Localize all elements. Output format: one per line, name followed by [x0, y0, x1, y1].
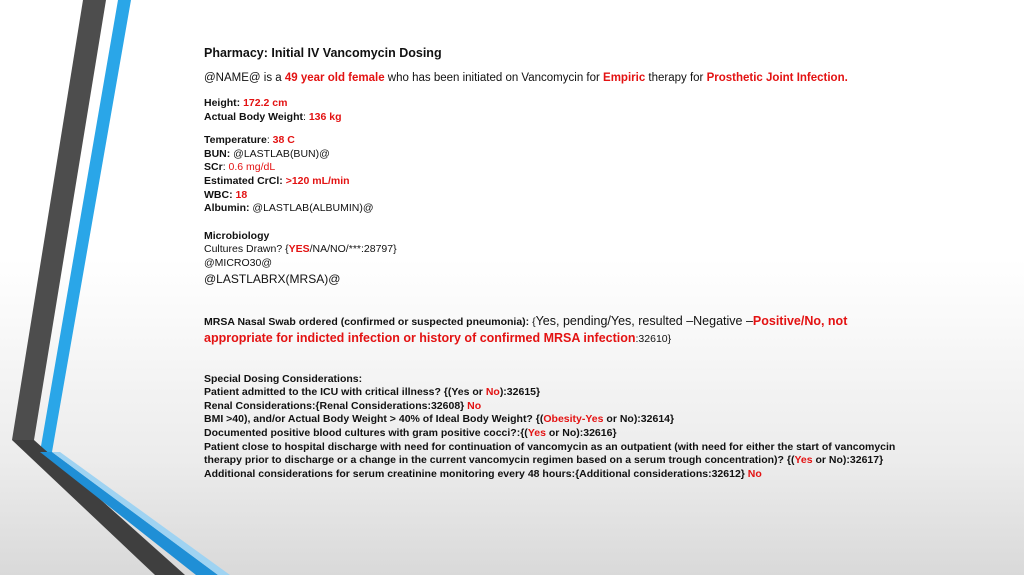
wbc-value: 18 [235, 188, 248, 201]
temperature-value: 38 C [272, 134, 295, 147]
scr-row: SCr: 0.6 mg/dL [204, 161, 276, 174]
mrsa-swab-row-2: appropriate for indicted infection or history of confirmed MRSA infection:32610} [204, 330, 672, 345]
mrsa-options: Yes, pending/Yes, resulted –Negative – [535, 313, 753, 328]
lastlabrx-row: @LASTLABRX(MRSA)@ [204, 271, 341, 286]
intro-sentence: @NAME@ is a 49 year old female who has been initiated on Vancomycin for Empiric therapy for Prosthetic Joint Infection. [204, 72, 848, 84]
dark-stripe-lower [12, 440, 185, 575]
blue-stripe-lower [40, 452, 218, 575]
wbc-row: WBC: 18 [204, 188, 248, 201]
microbiology-heading: Microbiology [204, 229, 270, 242]
height-value: 172.2 cm [243, 97, 288, 109]
cultures-selected: YES [288, 243, 310, 256]
discharge-selected: Yes [794, 454, 813, 467]
indication: Prosthetic Joint Infection. [706, 72, 848, 84]
special-heading: Special Dosing Considerations: [204, 372, 363, 385]
discharge-row-1: Patient close to hospital discharge with need for continuation of vancomycin as an outpatient (with need for either the start of vancomycin [204, 440, 896, 453]
weight-value: 136 kg [308, 110, 342, 123]
albumin-row: Albumin: @LASTLAB(ALBUMIN)@ [204, 202, 374, 215]
therapy-type: Empiric [603, 72, 646, 84]
albumin-value: @LASTLAB(ALBUMIN)@ [252, 202, 374, 215]
cultures-drawn-row: Cultures Drawn? {YES/NA/NO/***:28797} [204, 243, 397, 256]
icu-row: Patient admitted to the ICU with critical illness? {(Yes or No):32615} [204, 386, 541, 399]
mrsa-selected-2: appropriate for indicted infection or history of confirmed MRSA infection [204, 330, 636, 345]
bun-value: @LASTLAB(BUN)@ [233, 147, 330, 160]
page-title: Pharmacy: Initial IV Vancomycin Dosing [204, 46, 442, 60]
blood-cultures-selected: Yes [527, 426, 546, 439]
scr-value: 0.6 mg/dL [228, 161, 276, 174]
weight-row: Actual Body Weight: 136 kg [204, 110, 342, 123]
additional-row: Additional considerations for serum creatinine monitoring every 48 hours:{Additional considerations:32612} No [204, 467, 762, 480]
bmi-row: BMI >40), and/or Actual Body Weight > 40% of Ideal Body Weight? {(Obesity-Yes or No):32614} [204, 413, 675, 426]
note-content [204, 44, 924, 481]
bmi-selected: Obesity-Yes [543, 413, 604, 426]
icu-selected: No [485, 386, 500, 399]
discharge-row-2: therapy prior to discharge or a change in the current vancomycin regimen based on a serum trough concentration)? {(Yes or No):32617} [204, 454, 884, 467]
crcl-value: >120 mL/min [285, 174, 350, 187]
temperature-row: Temperature: 38 C [204, 134, 295, 147]
patient-name: @NAME@ [204, 72, 261, 84]
renal-selected: No [467, 399, 482, 412]
renal-row: Renal Considerations:{Renal Considerations:32608} No [204, 399, 482, 412]
micro30-row: @MICRO30@ [204, 256, 272, 269]
mrsa-swab-row: MRSA Nasal Swab ordered (confirmed or suspected pneumonia): {Yes, pending/Yes, resulted –Negative –Positive/No, not [204, 313, 848, 328]
mrsa-selected-1: Positive/No, not [752, 313, 848, 328]
additional-selected: No [747, 467, 762, 480]
bun-row: BUN: @LASTLAB(BUN)@ [204, 147, 330, 160]
crcl-row: Estimated CrCl: >120 mL/min [204, 174, 350, 187]
blood-cultures-row: Documented positive blood cultures with gram positive cocci?:{(Yes or No):32616} [204, 426, 617, 439]
height-row: Height: 172.2 cm [204, 97, 288, 109]
age-sex: 49 year old female [284, 72, 385, 84]
